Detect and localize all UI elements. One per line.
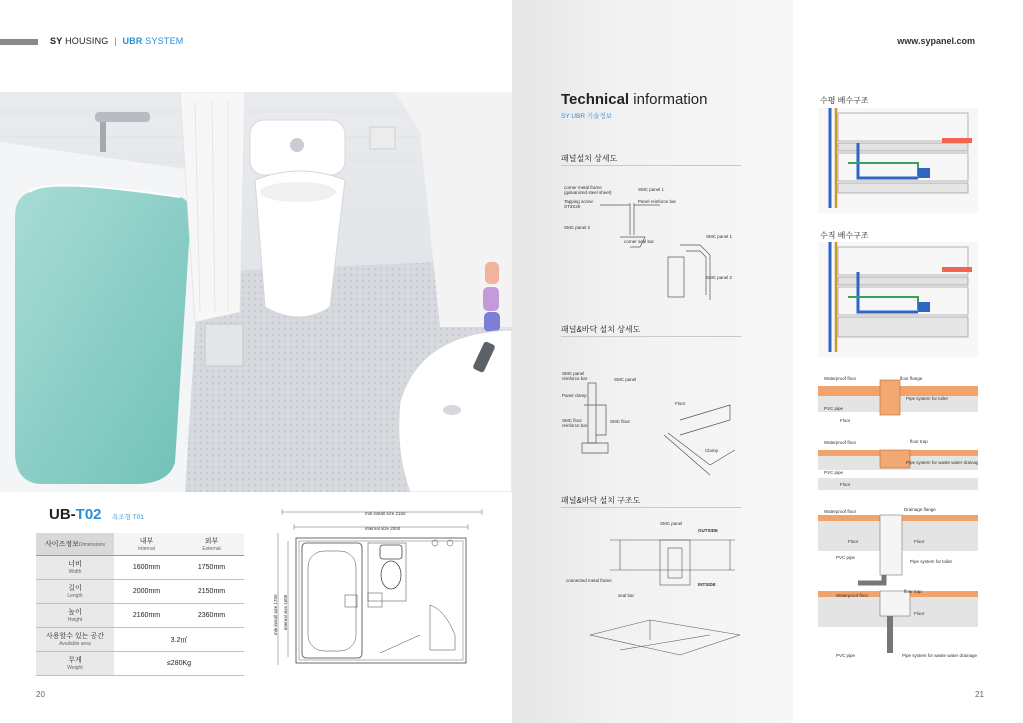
spec-internal: 2160mm	[114, 604, 179, 628]
spec-header-internal: 내부 Internal	[114, 533, 179, 556]
header-accent-bar	[0, 39, 38, 45]
label-pvc-pipe-1: PVC pipe	[824, 406, 844, 411]
label-pipe-toilet-2: Pipe system for toilet	[910, 559, 952, 564]
spec-header-external: 외부 External	[179, 533, 244, 556]
label-connected-frame: connected metal frame	[566, 578, 612, 583]
label-pipe-waste-2: Pipe system for waste water drainage	[902, 653, 978, 658]
label-floor-cap-2: Floor	[914, 539, 925, 544]
bathroom-illustration	[0, 92, 512, 492]
vertical-drain-title: 수직 배수구조	[820, 231, 869, 240]
spec-table	[36, 533, 244, 676]
label-floor-trap-2: floor trap	[904, 589, 922, 594]
title-bold: Technical	[561, 91, 630, 108]
spec-row-width	[36, 556, 244, 580]
brand-housing: HOUSING	[65, 36, 109, 46]
label-panel-clamp: Panel clamp	[562, 393, 587, 398]
spec-label: 높이 Height	[36, 604, 114, 628]
spec-external: 2150mm	[179, 580, 244, 604]
label-smc-panel-1a: SMC panel 1	[638, 187, 665, 192]
section-panel-install-title: 패널설치 상세도	[561, 154, 618, 163]
floorplan-drawing	[270, 505, 500, 670]
page-number-right: 21	[975, 690, 984, 699]
spec-row-area	[36, 628, 244, 652]
label-smc-panel-2b: SMC panel 2	[706, 275, 733, 280]
label-pipe-waste-1: Pipe system for waste water drainage	[906, 460, 978, 465]
spec-label: 길이 Length	[36, 580, 114, 604]
dim-top-inner: internal size 2000	[365, 526, 401, 531]
label-floor-cap-3: Floor	[914, 611, 925, 616]
page-number-left: 20	[36, 690, 45, 699]
spec-header-label: 사이즈정보Dimensions	[36, 533, 114, 556]
horizontal-drain-diagram	[818, 108, 978, 213]
section-divider	[561, 165, 741, 166]
section-structure-title: 패널&바닥 설치 구조도	[561, 496, 641, 505]
label-smc-panel-2a: SMC panel 2	[564, 225, 591, 230]
brand-ubr: UBR	[122, 36, 143, 46]
label-inside: INTSIDE	[698, 582, 716, 587]
brand-sy: SY	[50, 36, 63, 46]
model-subtitle: 욕조형 T01	[112, 514, 144, 521]
label-clamp: Clamp	[705, 448, 719, 453]
label-tapping: Tapping screw	[564, 199, 593, 204]
spec-label: 너비 Width	[36, 556, 114, 580]
label-smc-floor: SMC floor	[610, 419, 631, 424]
label-seal-bar: seal bar	[618, 593, 635, 598]
panel-install-diagram	[560, 175, 750, 300]
label-waterproof-floor-4: Waterproof floor	[836, 593, 869, 598]
label-drainage-flange: Drainage flange	[904, 507, 936, 512]
dim-left-inner: internal size 1600	[283, 594, 288, 630]
label-floor-2: Floor	[840, 482, 851, 487]
technical-subtitle: SY UBR 기술정보	[561, 113, 613, 120]
drainage-flange-detail	[818, 503, 978, 668]
brand-system: SYSTEM	[145, 36, 184, 46]
section-divider	[561, 336, 741, 337]
label-floor: Floor	[675, 401, 686, 406]
spec-label: 사용할수 있는 공간 Available area	[36, 628, 114, 652]
vertical-drain-diagram	[818, 242, 978, 357]
spec-external: 1750mm	[179, 556, 244, 580]
label-smc-panel-1b: SMC panel 1	[706, 234, 733, 239]
label-corner-metal: corner metal frame	[564, 185, 602, 190]
label-smc-panel: SMC panel	[614, 377, 637, 382]
label-smc-floor-reinforce: SMC floor	[562, 418, 583, 423]
label-reinforce-bar: Panel reinforce bar	[638, 199, 677, 204]
spec-internal: 1600mm	[114, 556, 179, 580]
spec-external: 2360mm	[179, 604, 244, 628]
technical-title	[561, 91, 707, 108]
spec-row-height	[36, 604, 244, 628]
label-pvc-pipe-2: PVC pipe	[824, 470, 844, 475]
section-divider	[561, 507, 741, 508]
label-outside: OUTSIDE	[698, 528, 719, 533]
label-tapping-spec: ST3X25	[564, 204, 581, 209]
model-prefix: UB-	[49, 506, 76, 523]
title-rest: information	[633, 91, 708, 108]
brand-logo	[50, 36, 184, 46]
horizontal-drain-title: 수평 배수구조	[820, 96, 869, 105]
label-galvanized: (galvanized steel sheet)	[564, 190, 612, 195]
label-waterproof-floor-3: Waterproof floor	[824, 509, 857, 514]
panel-floor-diagram	[560, 365, 750, 480]
spec-internal: 2000mm	[114, 580, 179, 604]
bathroom-photo	[0, 92, 512, 492]
spec-value: ≤280Kg	[114, 652, 244, 676]
model-name	[49, 506, 102, 523]
dim-left-outer: min install size 1750	[273, 594, 278, 635]
label-smc-panel-reinforce: SMC panel	[562, 371, 585, 376]
spec-label: 무게 Weight	[36, 652, 114, 676]
label-pipe-toilet-1: Pipe system for toilet	[906, 396, 948, 401]
label-floor-1: Floor	[840, 418, 851, 423]
spec-row-weight	[36, 652, 244, 676]
label-floor-flange: floor flange	[900, 376, 923, 381]
label-floor-cap-1: Floor	[848, 539, 859, 544]
label-waterproof-floor-2: Waterproof floor	[824, 440, 857, 445]
label-reinforce-bar-2: reinforce bar	[562, 423, 588, 428]
label-corner-seal: corner seal bar	[624, 239, 655, 244]
model-accent: T02	[75, 506, 102, 523]
label-pvc-pipe-3: PVC pipe	[836, 555, 856, 560]
brand-separator: |	[114, 36, 117, 46]
dim-top-outer: min install size 2150	[365, 511, 406, 516]
label-pvc-pipe-4: PVC pipe	[836, 653, 856, 658]
drainage-flange-drawing	[818, 503, 978, 668]
website-url[interactable]: www.sypanel.com	[897, 36, 975, 46]
label-floor-trap-1: floor trap	[910, 439, 928, 444]
floor-flange-detail	[818, 370, 978, 495]
spec-value: 3.2㎡	[114, 628, 244, 652]
spec-row-length	[36, 580, 244, 604]
section-panel-floor-title: 패널&바닥 설치 상세도	[561, 325, 641, 334]
spec-header-row	[36, 533, 244, 556]
structure-diagram	[560, 515, 750, 670]
label-reinforce-bar-1: reinforce bar	[562, 376, 588, 381]
label-smc-panel: SMC panel	[660, 521, 683, 526]
floor-flange-drawing	[818, 370, 978, 495]
label-waterproof-floor-1: Waterproof floor	[824, 376, 857, 381]
